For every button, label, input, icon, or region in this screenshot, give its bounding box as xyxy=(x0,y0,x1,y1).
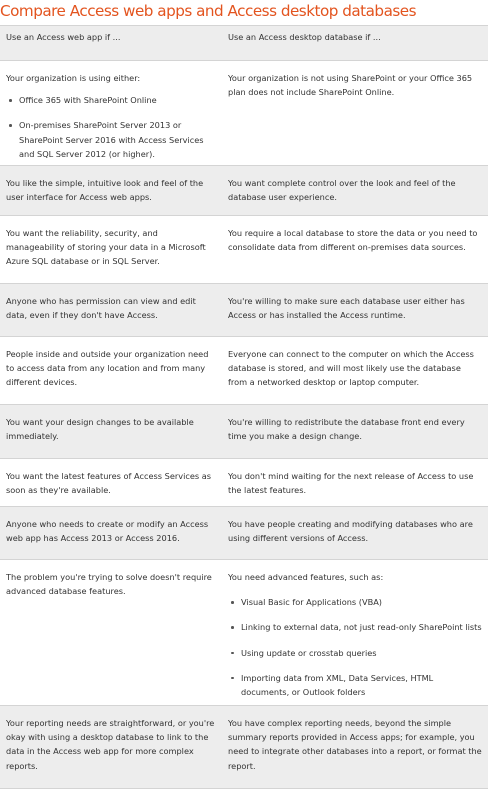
desktop-cell: You don't mind waiting for the next release of Access to use the latest features. xyxy=(228,471,474,496)
table-row xyxy=(0,458,488,506)
desktop-cell: You have people creating and modifying databases who are using different versions of Access. xyxy=(228,519,473,544)
web-app-cell: People inside and outside your organization need to access data from any location and from many different devices. xyxy=(6,349,209,388)
table-header-row xyxy=(0,25,488,60)
desktop-cell: Your organization is not using SharePoint or your Office 365 plan does not include SharePoint Online. xyxy=(228,73,473,98)
web-app-cell: You want your design changes to be available immediately. xyxy=(6,417,194,442)
desktop-cell: You're willing to make sure each database user either has Access or has installed the Access runtime. xyxy=(228,296,465,321)
web-app-cell xyxy=(0,61,222,165)
table-row xyxy=(0,215,488,283)
list-item: On-premises SharePoint Server 2013 or SharePoint Server 2016 with Access Services and SQL Server 2012 (or higher). xyxy=(6,118,216,161)
table-row xyxy=(0,60,488,165)
list-item: Using update or crosstab queries xyxy=(228,646,482,660)
bullet-list xyxy=(6,93,216,161)
table-row xyxy=(0,165,488,215)
table-row xyxy=(0,336,488,404)
desktop-cell: You have complex reporting needs, beyond the simple summary reports provided in Access apps; for example, you need to integrate other databases into a report, or format the report. xyxy=(228,718,482,771)
bullet-list xyxy=(228,595,482,699)
desktop-cell: You're willing to redistribute the database front end every time you make a design change. xyxy=(228,417,465,442)
cell-text: You need advanced features, such as: xyxy=(228,572,384,582)
table-row xyxy=(0,559,488,705)
desktop-cell: You want complete control over the look and feel of the database user experience. xyxy=(228,178,456,203)
web-app-cell: Your reporting needs are straightforward, or you're okay with using a desktop database to link to the data in the Access web app for more complex reports. xyxy=(6,718,215,771)
list-item: Importing data from XML, Data Services, HTML documents, or Outlook folders xyxy=(228,671,482,699)
header-desktop-database: Use an Access desktop database if ... xyxy=(228,32,381,42)
header-web-app: Use an Access web app if ... xyxy=(6,32,121,42)
web-app-cell: The problem you're trying to solve doesn't require advanced database features. xyxy=(6,572,212,597)
page-title: Compare Access web apps and Access desktop databases xyxy=(0,2,417,20)
cell-text: Your organization is using either: xyxy=(6,73,141,83)
list-item: Office 365 with SharePoint Online xyxy=(6,93,216,107)
list-item: Visual Basic for Applications (VBA) xyxy=(228,595,482,609)
web-app-cell: You want the reliability, security, and manageability of storing your data in a Microsoft Azure SQL database or in SQL Server. xyxy=(6,228,206,267)
comparison-table xyxy=(0,25,488,789)
web-app-cell: Anyone who has permission can view and edit data, even if they don't have Access. xyxy=(6,296,196,321)
web-app-cell: You like the simple, intuitive look and feel of the user interface for Access web apps. xyxy=(6,178,204,203)
table-row xyxy=(0,283,488,336)
desktop-cell: You require a local database to store the data or you need to consolidate data from different on-premises data sources. xyxy=(228,228,478,253)
table-row xyxy=(0,705,488,788)
desktop-cell: Everyone can connect to the computer on which the Access database is stored, and will most likely use the database from a networked desktop or laptop computer. xyxy=(228,349,474,388)
list-item: Linking to external data, not just read-only SharePoint lists xyxy=(228,620,482,634)
table-row xyxy=(0,404,488,458)
desktop-cell xyxy=(222,560,488,705)
web-app-cell: You want the latest features of Access Services as soon as they're available. xyxy=(6,471,212,496)
table-row xyxy=(0,506,488,559)
web-app-cell: Anyone who needs to create or modify an Access web app has Access 2013 or Access 2016. xyxy=(6,519,209,544)
